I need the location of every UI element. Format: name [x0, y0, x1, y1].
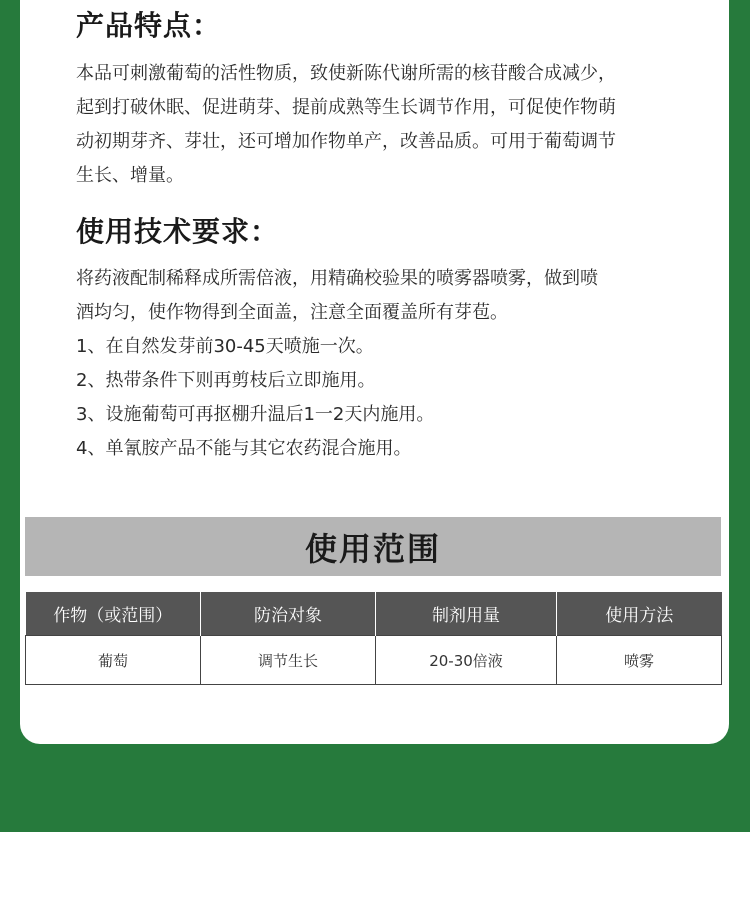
usage-line: 将药液配制稀释成所需倍液，用精确校验果的喷雾器喷雾，做到喷 — [76, 268, 598, 289]
usage-line: 酒均匀，使作物得到全面盖，注意全面覆盖所有芽苞。 — [76, 302, 508, 323]
column-header: 使用方法 — [557, 592, 722, 636]
features-line: 生长、增量。 — [76, 165, 184, 186]
table-cell: 20-30倍液 — [376, 636, 557, 685]
table-cell: 喷雾 — [557, 636, 722, 685]
usage-line: 4、单氰胺产品不能与其它农药混合施用。 — [76, 438, 412, 459]
usage-line: 1、在自然发芽前30-45天喷施一次。 — [76, 336, 374, 357]
features-text — [76, 57, 686, 193]
range-table — [25, 592, 722, 685]
table-cell: 调节生长 — [201, 636, 376, 685]
table-header-row — [26, 592, 722, 636]
usage-line: 2、热带条件下则再剪枝后立即施用。 — [76, 370, 376, 391]
features-line: 起到打破休眠、促进萌芽、提前成熟等生长调节作用，可促使作物萌 — [76, 97, 616, 118]
column-header: 制剂用量 — [376, 592, 557, 636]
column-header: 作物（或范围） — [26, 592, 201, 636]
usage-line: 3、设施葡萄可再抠棚升温后1一2天内施用。 — [76, 404, 435, 425]
features-line: 本品可刺激葡萄的活性物质，致使新陈代谢所需的核苷酸合成减少， — [76, 63, 616, 84]
features-title: 产品特点： — [76, 9, 222, 42]
usage-title: 使用技术要求： — [76, 215, 280, 248]
features-line: 动初期芽齐、芽壮，还可增加作物单产，改善品质。可用于葡萄调节 — [76, 131, 616, 152]
column-header: 防治对象 — [201, 592, 376, 636]
table-row — [26, 636, 722, 685]
usage-text — [76, 262, 686, 466]
range-banner: 使用范围 — [25, 517, 721, 576]
table-cell: 葡萄 — [26, 636, 201, 685]
